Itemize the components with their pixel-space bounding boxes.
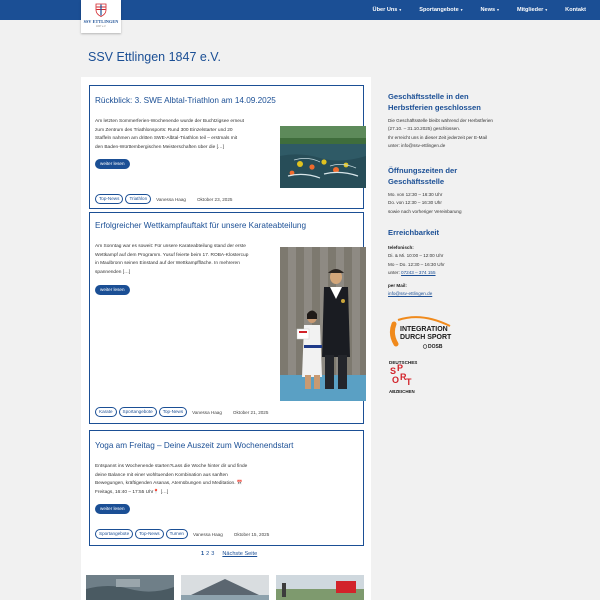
post-meta: [95, 529, 277, 539]
nav-label: Kontakt: [565, 7, 586, 13]
tag-link[interactable]: Turnen: [166, 529, 188, 539]
post-excerpt: [95, 118, 244, 152]
excerpt-line: Entspannt ins Wochenende starten?Lass die Woche hinter dir und finde: [95, 464, 248, 469]
logo-ds-bottom: ABZEICHEN: [389, 389, 415, 394]
post-date: Oktober 15, 2025: [233, 531, 270, 537]
read-more-button[interactable]: weiter lesen: [95, 504, 130, 514]
contact-text: [388, 244, 445, 298]
tag-link[interactable]: Top-News: [135, 529, 163, 539]
news-thumbnail[interactable]: [276, 575, 364, 600]
post-excerpt: [95, 463, 247, 497]
logo-ds-top: DEUTSCHES: [389, 360, 418, 365]
phone-link[interactable]: 07243 – 374 155: [401, 270, 436, 276]
news-card: [89, 85, 364, 209]
triathlon-photo[interactable]: [280, 126, 366, 188]
post-title-link[interactable]: Rückblick: 3. SWE Albtal-Triathlon am 14.09.2025: [95, 96, 276, 105]
nav-mitglieder[interactable]: [517, 7, 547, 13]
nav-label: Mitglieder: [516, 7, 544, 13]
chevron-down-icon: ▾: [545, 8, 548, 12]
heading-line: Geschäftsstelle in den: [388, 92, 469, 101]
excerpt-line: in Maulbronn seinen Einstand auf der Wettkampffläche. In mehreren: [95, 261, 240, 267]
tag-link[interactable]: Top-News: [159, 407, 187, 417]
post-meta: [95, 407, 276, 417]
news-thumbnail[interactable]: [181, 575, 269, 600]
office-closed-text: [388, 117, 493, 151]
text-line: Mo – Do. 12:30 – 16:30 Uhr: [388, 261, 445, 267]
main-navigation: [355, 0, 586, 20]
tag-link[interactable]: Top-News: [95, 194, 123, 204]
nav-news[interactable]: [481, 7, 499, 13]
read-more-button[interactable]: weiter lesen: [95, 159, 130, 169]
karate-photo[interactable]: [280, 247, 366, 401]
page-current: 1: [201, 551, 205, 557]
excerpt-line: den Baden-Württembergischen Meisterschaften über die […]: [95, 144, 225, 150]
text-line: Mo. von 12:30 – 16:30 Uhr: [388, 192, 443, 197]
logo-ds-letter: S: [390, 366, 397, 376]
chevron-down-icon: ▾: [497, 8, 499, 12]
nav-sportangebote[interactable]: [419, 7, 462, 13]
tag-link[interactable]: Karate: [95, 407, 117, 417]
heading-line: Öffnungszeiten der: [388, 166, 458, 175]
page-title: SSV Ettlingen 1847 e.V.: [88, 50, 221, 64]
heading-line: Geschäftsstelle: [388, 176, 445, 186]
nav-label: Über Uns: [372, 7, 398, 13]
excerpt-line: spannenden […]: [95, 269, 131, 275]
text-line: (27.10. – 31.10.2025) geschlossen.: [388, 126, 461, 132]
phone-label: telefonisch:: [388, 245, 414, 250]
text-line: Do. von 12:30 – 16:30 Uhr: [388, 200, 442, 206]
read-more-button[interactable]: weiter lesen: [95, 285, 130, 295]
chevron-down-icon: ▾: [399, 8, 402, 12]
shield-icon: [95, 3, 107, 17]
news-card: [89, 430, 364, 546]
logo-ds-letter: T: [406, 377, 412, 387]
excerpt-line: Staffeln nahmen am dritten SWE-Albtal-Triathlon teil – erstmals mit: [95, 136, 238, 142]
logo-ids-badge: DOSB: [428, 344, 443, 350]
excerpt-line: deine Balance mit einer wohltuenden Kombination aus sanften: [95, 472, 228, 478]
text-line: unter: info@ssv-ettlingen.de: [388, 143, 446, 149]
text-line: Die Geschäftsstelle bleibt während der Herbstferien: [388, 118, 493, 123]
post-meta: [95, 194, 240, 204]
news-list-panel: [81, 77, 371, 600]
mail-label: per Mail:: [388, 282, 407, 288]
next-page-link[interactable]: Nächste Seite: [222, 551, 258, 557]
opening-hours-heading: [388, 166, 457, 187]
excerpt-line: Am letzten Sommerferien-Wochenende wurde der Buchtzigsee erneut: [95, 119, 244, 124]
post-author: Vanessa Haag: [192, 409, 222, 415]
nav-kontakt[interactable]: [565, 7, 586, 13]
heading-line: Herbstferien geschlossen: [388, 102, 481, 112]
tag-link[interactable]: Sportangebote: [95, 529, 133, 539]
tag-link[interactable]: Sportangebote: [119, 407, 157, 417]
logo-ids-line2: DURCH SPORT: [400, 334, 452, 341]
chevron-down-icon: ▾: [460, 8, 463, 12]
page-link[interactable]: 3: [211, 551, 215, 557]
post-date: Oktober 23, 2025: [196, 196, 233, 202]
nav-label: Sportangebote: [419, 7, 459, 13]
logo-text: SSV ETTLINGEN: [83, 19, 119, 24]
text-line: Ihr erreicht uns in dieser Zeit jederzeit per E-Mail: [388, 134, 488, 140]
office-closed-heading: [388, 92, 481, 113]
post-author: Vanessa Haag: [192, 531, 223, 537]
post-title-link[interactable]: Yoga am Freitag – Deine Auszeit zum Wochenendstart: [95, 441, 294, 450]
excerpt-line: Bewegungen, kräftigenden Asanas, Atemübungen und Meditation. 📅: [95, 481, 243, 487]
email-link[interactable]: info@ssv-ettlingen.de: [388, 291, 433, 297]
news-card: [89, 212, 364, 424]
text-line: Di. & Mi. 10:00 – 12:00 Uhr: [388, 253, 444, 259]
club-logo[interactable]: [81, 0, 121, 33]
integration-durch-sport-logo[interactable]: [388, 316, 456, 352]
excerpt-line: zum Zentrum des Triathlonsports: Rund 300 Einzelstarter und 20: [95, 127, 233, 133]
page-link[interactable]: 2: [206, 551, 210, 557]
tag-link[interactable]: Triathlon: [125, 194, 151, 204]
nav-label: News: [480, 7, 496, 13]
post-date: Oktober 21, 2025: [232, 409, 269, 415]
sportabzeichen-logo[interactable]: [388, 358, 422, 398]
excerpt-line: Freitags, 16:40 – 17:55 Uhr📍 […]: [95, 489, 169, 495]
logo-ds-letter: O: [392, 375, 400, 385]
excerpt-line: Wettkampf auf dem Programm. Yusuf feierte beim 17. ROBA-Klostercup: [95, 252, 249, 258]
news-thumbnail[interactable]: [86, 575, 174, 600]
text-line: sowie nach vorheriger Vereinbarung: [388, 208, 462, 214]
post-excerpt: [95, 243, 248, 277]
nav-ueber-uns[interactable]: [373, 7, 402, 13]
opening-hours-text: [388, 191, 462, 216]
logo-ds-letter: R: [400, 372, 407, 382]
post-author: Vanessa Haag: [156, 196, 186, 202]
contact-heading: Erreichbarkeit: [388, 228, 440, 237]
logo-subtext: 1847 e.V.: [95, 25, 106, 28]
logo-ds-letter: P: [397, 363, 404, 373]
pagination: [201, 551, 257, 557]
excerpt-line: Am Sonntag war es soweit: Für unsere Karateabteilung stand der erste: [95, 244, 246, 249]
post-title-link[interactable]: Erfolgreicher Wettkampfauftakt für unsere Karateabteilung: [95, 221, 307, 230]
logo-ids-line1: INTEGRATION: [400, 326, 448, 333]
phone-prefix: unter:: [388, 270, 402, 276]
